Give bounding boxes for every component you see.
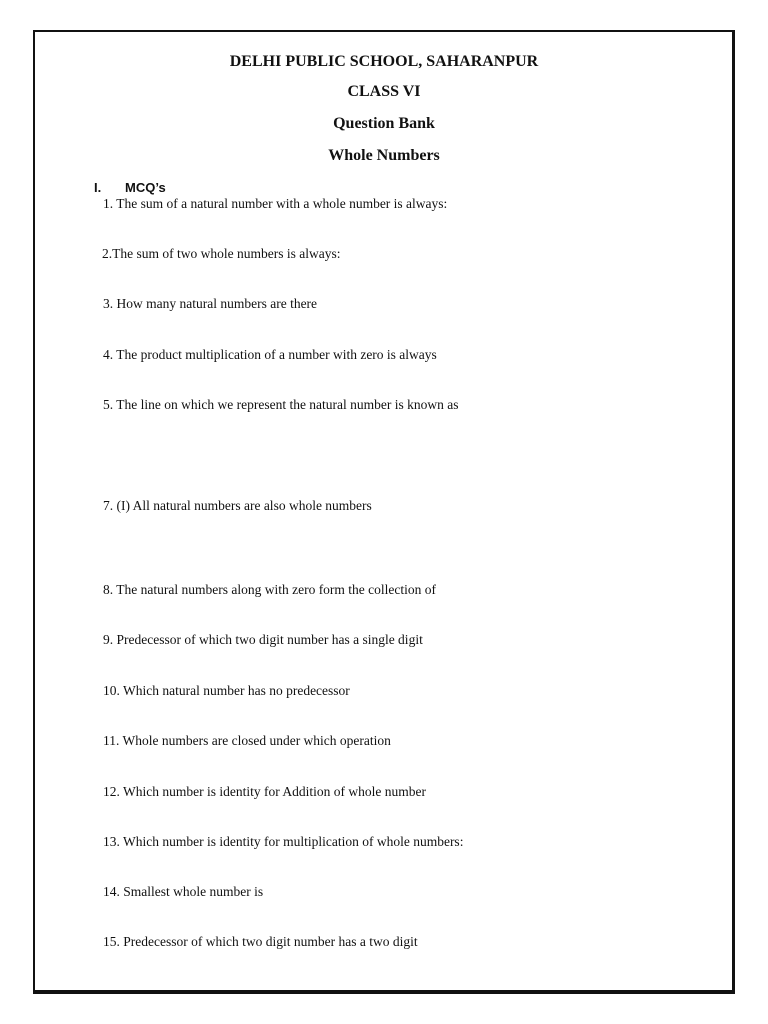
question-item: 15. Predecessor of which two digit number has a two digit	[103, 934, 418, 949]
question-item: 11. Whole numbers are closed under which operation	[103, 733, 391, 748]
section-title: MCQ’s	[125, 180, 166, 195]
question-item: 9. Predecessor of which two digit number has a single digit	[103, 632, 423, 647]
question-item: 14. Smallest whole number is	[103, 884, 264, 899]
question-item: 4. The product multiplication of a number with zero is always	[103, 347, 437, 362]
question-item: 8. The natural numbers along with zero form the collection of	[103, 582, 437, 597]
question-item: 13. Which number is identity for multiplication of whole numbers:	[103, 834, 464, 849]
section-number: I.	[94, 180, 102, 195]
question-item: 2.The sum of two whole numbers is always:	[102, 246, 341, 261]
question-item: 10. Which natural number has no predecessor	[103, 683, 350, 698]
question-item: 3. How many natural numbers are there	[103, 296, 318, 311]
section-heading	[94, 180, 166, 195]
question-item: 7. (I) All natural numbers are also whole numbers	[103, 498, 372, 513]
school-name: DELHI PUBLIC SCHOOL, SAHARANPUR	[229, 53, 539, 70]
question-item: 1. The sum of a natural number with a whole number is always:	[103, 196, 448, 211]
class-title: CLASS VI	[347, 83, 421, 100]
document-type: Question Bank	[333, 115, 435, 132]
topic-title: Whole Numbers	[328, 147, 440, 164]
question-item: 12. Which number is identity for Addition of whole number	[103, 784, 426, 799]
question-item: 5. The line on which we represent the natural number is known as	[103, 397, 459, 412]
